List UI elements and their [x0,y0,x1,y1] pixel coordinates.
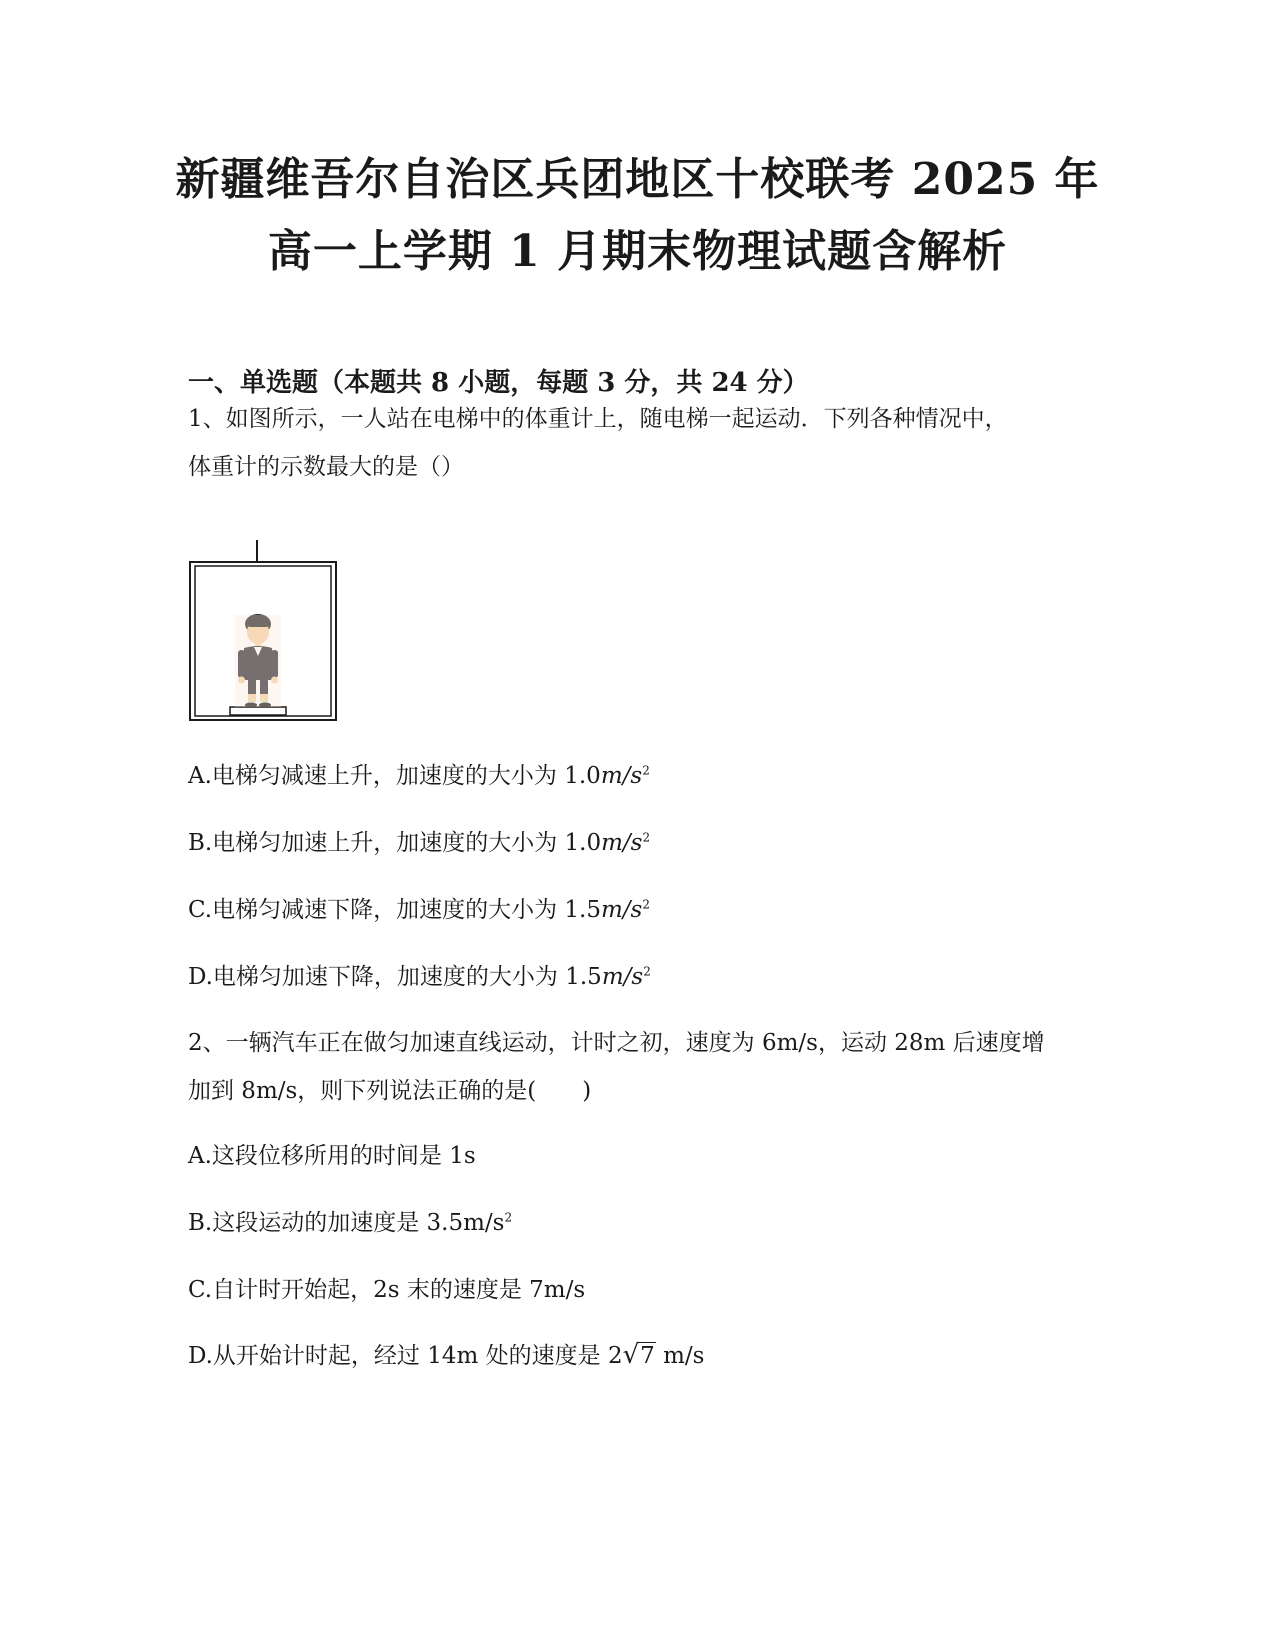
q2-option-d-text: D.从开始计时起，经过 14m 处的速度是 2 [188,1343,623,1369]
option-a-exponent: 2 [642,763,650,778]
question-2-stem-line-2: 加到 8m/s，则下列说法正确的是( ) [188,1078,592,1104]
question-1-option-b [188,832,650,855]
option-c-text: C.电梯匀减速下降，加速度的大小为 1.5 [188,897,601,923]
q2-option-d-unit: m/s [655,1343,705,1369]
document-title-line-1: 新疆维吾尔自治区兵团地区十校联考 2025 年 [175,154,1100,205]
option-b-exponent: 2 [642,830,651,845]
question-1-option-d [188,966,651,989]
question-2-option-b [188,1212,512,1235]
question-1-stem-line-2: 体重计的示数最大的是（） [188,454,464,480]
square-root-radicand: 7 [640,1343,655,1369]
document-title-line-2: 高一上学期 1 月期末物理试题含解析 [267,226,1008,277]
option-a-text: A.电梯匀减速上升，加速度的大小为 1.0 [188,763,601,789]
option-c-unit: m/s [600,897,643,923]
option-c-exponent: 2 [642,897,650,912]
option-d-unit: m/s [601,964,644,990]
option-b-text: B.电梯匀加速上升，加速度的大小为 1.0 [188,830,602,856]
option-b-unit: m/s [601,830,643,856]
question-1-option-c [188,899,650,922]
option-a-unit: m/s [600,763,643,789]
section-heading-single-choice: 一、单选题（本题共 8 小题，每题 3 分，共 24 分） [188,368,809,398]
question-2-option-c: C.自计时开始起，2s 末的速度是 7m/s [188,1277,586,1303]
question-1-option-a [188,765,650,788]
q2-option-b-exponent: 2 [504,1210,513,1225]
question-2-stem-line-1: 2、一辆汽车正在做匀加速直线运动，计时之初，速度为 6m/s，运动 28m 后速度增 [188,1030,1045,1056]
option-d-exponent: 2 [643,964,651,979]
question-1-stem-line-1: 1、如图所示，一人站在电梯中的体重计上，随电梯一起运动．下列各种情况中， [188,406,1008,432]
square-root-expression [623,1342,656,1368]
q2-option-b-text: B.这段运动的加速度是 3.5m/s [188,1210,505,1236]
option-d-text: D.电梯匀加速下降，加速度的大小为 1.5 [188,964,602,990]
question-2-option-a: A.这段位移所用的时间是 1s [188,1143,476,1169]
square-root-icon: √ [622,1340,640,1370]
question-2-option-d [188,1342,704,1368]
elevator-figure [188,540,338,722]
